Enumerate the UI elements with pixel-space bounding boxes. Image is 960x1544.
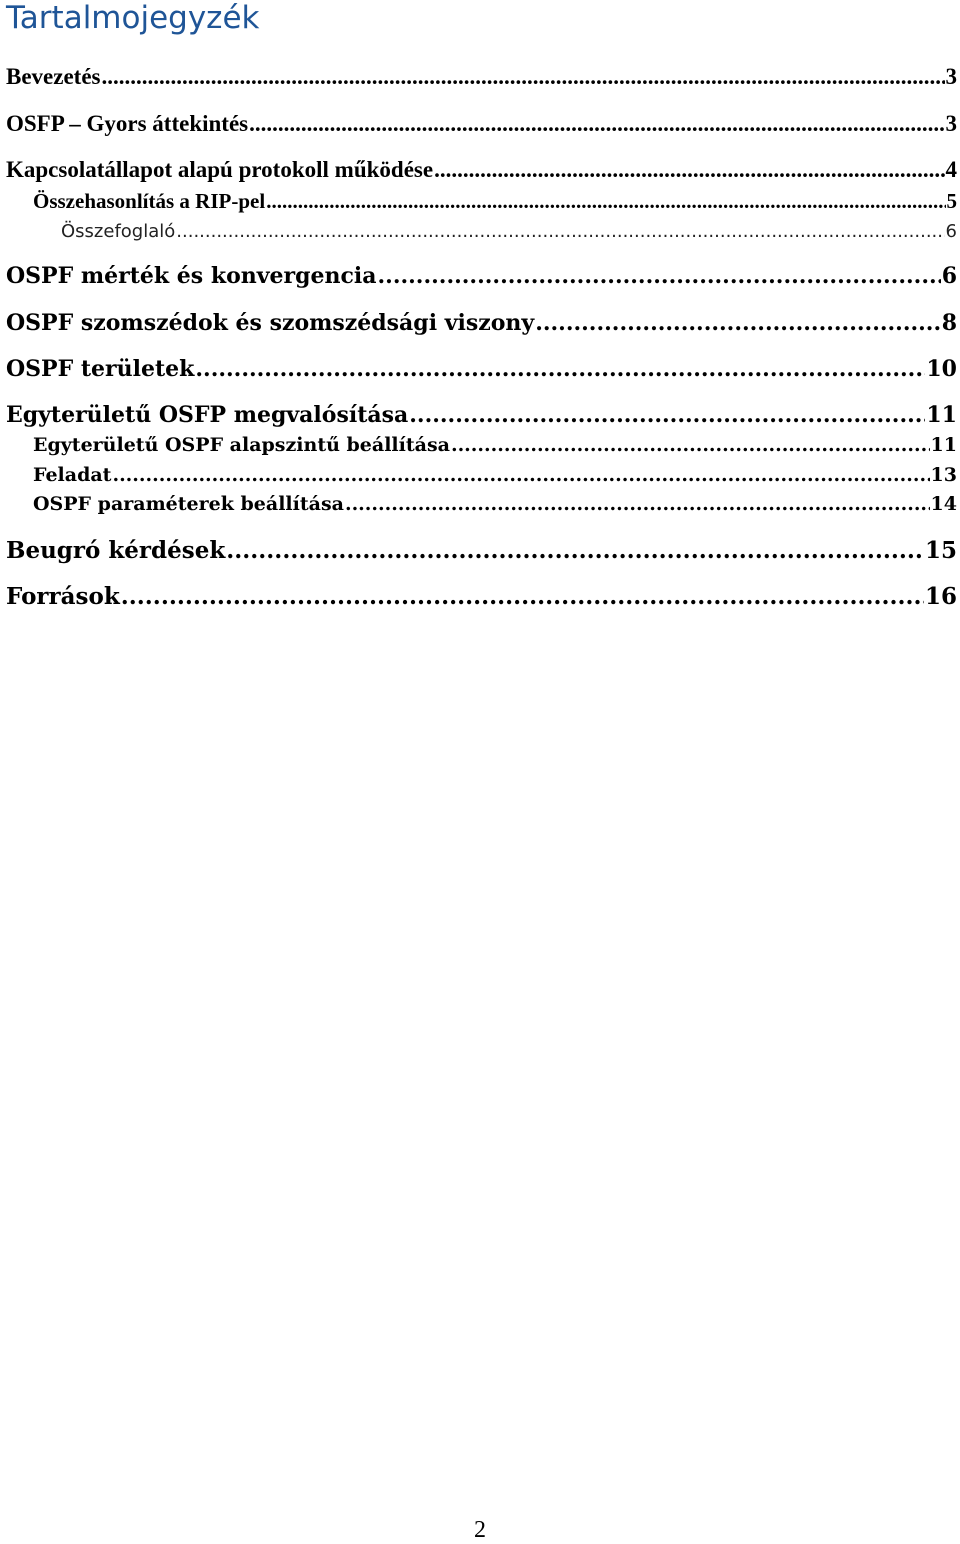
toc-entry-label: Egyterületű OSPF alapszintű beállítása <box>33 434 450 456</box>
toc-leader-dots <box>249 111 944 137</box>
toc-entry-ospf-mertek[interactable] <box>6 263 957 289</box>
toc-entry-egyteruletu-alapszintu[interactable] <box>33 434 957 456</box>
toc-leader-dots <box>409 402 925 428</box>
toc-entry-page: 6 <box>941 263 957 289</box>
toc-entry-label: Egyterületű OSFP megvalósítása <box>6 402 409 428</box>
toc-entry-page: 3 <box>945 64 957 89</box>
toc-entry-label: OSFP – Gyors áttekintés <box>6 111 249 136</box>
toc-entry-page: 4 <box>945 157 957 182</box>
toc-entry-page: 11 <box>930 434 957 456</box>
toc-leader-dots <box>434 157 944 183</box>
toc-leader-dots <box>226 537 924 564</box>
toc-leader-dots <box>535 310 941 336</box>
toc-entry-osszefoglalo[interactable] <box>61 221 957 242</box>
toc-entry-label: Beugró kérdések <box>6 537 226 564</box>
toc-entry-page: 5 <box>946 189 957 213</box>
toc-entry-forrasok[interactable] <box>6 583 957 610</box>
toc-entry-page: 6 <box>945 221 957 242</box>
toc-entry-page: 10 <box>926 356 957 382</box>
toc-leader-dots <box>378 263 941 289</box>
toc-leader-dots <box>121 583 924 610</box>
toc-entry-label: Feladat <box>33 464 112 486</box>
toc-entry-page: 14 <box>930 493 957 515</box>
toc-entry-kapcsolatallapot[interactable] <box>6 157 957 183</box>
toc-entry-osfp-gyors[interactable] <box>6 111 957 137</box>
toc-entry-ospf-parameterek[interactable] <box>33 493 957 515</box>
toc-leader-dots <box>102 64 945 90</box>
toc-entry-label: OSPF szomszédok és szomszédsági viszony <box>6 310 535 336</box>
toc-entry-page: 11 <box>926 402 957 428</box>
toc-entry-label: OSPF mérték és konvergencia <box>6 263 377 289</box>
toc-leader-dots <box>195 356 925 382</box>
toc-entry-page: 8 <box>941 310 957 336</box>
toc-entry-osszehasonlitas[interactable] <box>33 189 957 214</box>
toc-entry-page: 16 <box>924 583 957 610</box>
toc-entry-ospf-teruletek[interactable] <box>6 356 957 382</box>
toc-entry-ospf-szomszedok[interactable] <box>6 310 957 336</box>
toc-entry-egyteruletu-osfp[interactable] <box>6 402 957 428</box>
toc-leader-dots <box>176 221 944 242</box>
toc-entry-label: Összehasonlítás a RIP-pel <box>33 189 266 213</box>
toc-entry-label: Kapcsolatállapot alapú protokoll működése <box>6 157 434 182</box>
toc-entry-feladat[interactable] <box>33 464 957 486</box>
toc-leader-dots <box>112 464 929 486</box>
toc-entry-page: 3 <box>945 111 957 136</box>
toc-leader-dots <box>345 493 930 515</box>
toc-entry-label: Bevezetés <box>6 64 101 89</box>
toc-title: Tartalmojegyzék <box>6 0 260 36</box>
toc-entry-beugro-kerdesek[interactable] <box>6 537 957 564</box>
page-number: 2 <box>474 1517 486 1543</box>
toc-entry-label: Összefoglaló <box>61 221 176 242</box>
toc-entry-page: 13 <box>930 464 957 486</box>
toc-entry-page: 15 <box>924 537 957 564</box>
toc-entry-label: Források <box>6 583 120 610</box>
toc-leader-dots <box>266 189 945 214</box>
toc-leader-dots <box>451 434 930 456</box>
toc-entry-label: OSPF paraméterek beállítása <box>33 493 344 515</box>
toc-entry-label: OSPF területek <box>6 356 195 382</box>
toc-entry-bevezetes[interactable] <box>6 64 957 90</box>
